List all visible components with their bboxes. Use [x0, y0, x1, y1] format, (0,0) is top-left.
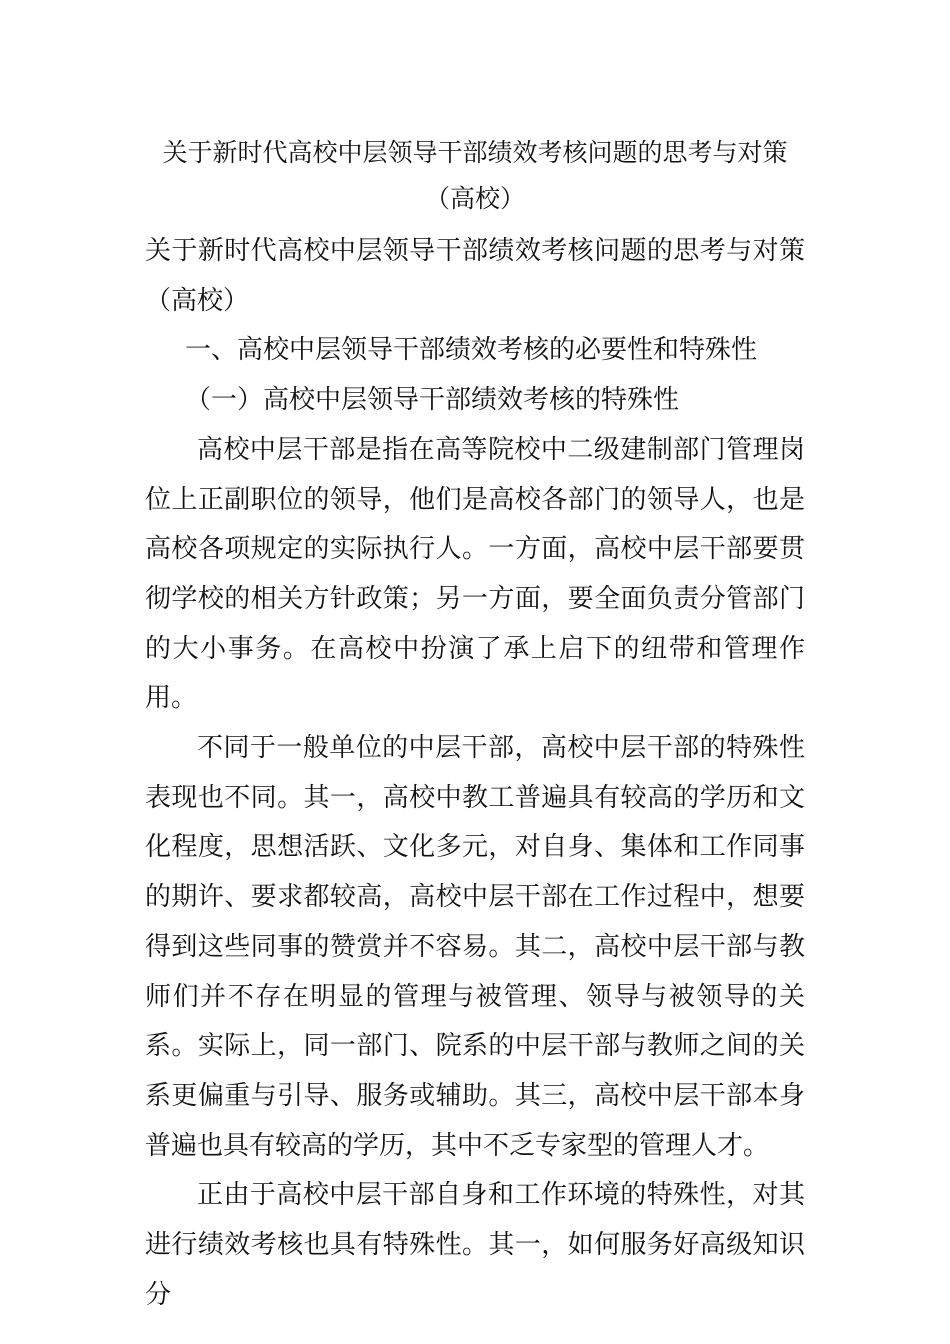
- paragraph-2: 不同于一般单位的中层干部，高校中层干部的特殊性表现也不同。其一，高校中教工普遍具有较高的学历和文化程度，思想活跃、文化多元，对自身、集体和工作同事的期许、要求都较高，高校中层干部在工作过程中，想要得到这些同事的赞赏并不容易。其二，高校中层干部与教师们并不存在明显的管理与被管理、领导与被领导的关系。实际上，同一部门、院系的中层干部与教师之间的关系更偏重与引导、服务或辅助。其三，高校中层干部本身普遍也具有较高的学历，其中不乏专家型的管理人才。: [145, 733, 805, 1161]
- document-body: [145, 227, 805, 1320]
- paragraph-3: 正由于高校中层干部自身和工作环境的特殊性，对其进行绩效考核也具有特殊性。其一，如何服务好高级知识分: [145, 1180, 805, 1310]
- document-title-line1: 关于新时代高校中层领导干部绩效考核问题的思考与对策: [162, 138, 788, 167]
- document-title-line2: （高校）: [424, 184, 525, 213]
- paragraph-1: 高校中层干部是指在高等院校中二级建制部门管理岗位上正副职位的领导，他们是高校各部门的领导人，也是高校各项规定的实际执行人。一方面，高校中层干部要贯彻学校的相关方针政策；另一方面，要全面负责分管部门的大小事务。在高校中扮演了承上启下的纽带和管理作用。: [145, 434, 805, 714]
- subsection-heading-1: （一）高校中层领导干部绩效考核的特殊性: [185, 385, 680, 416]
- section-heading-1: 一、高校中层领导干部绩效考核的必要性和特殊性: [185, 335, 758, 366]
- repeated-heading: 关于新时代高校中层领导干部绩效考核问题的思考与对策（高校）: [145, 236, 805, 316]
